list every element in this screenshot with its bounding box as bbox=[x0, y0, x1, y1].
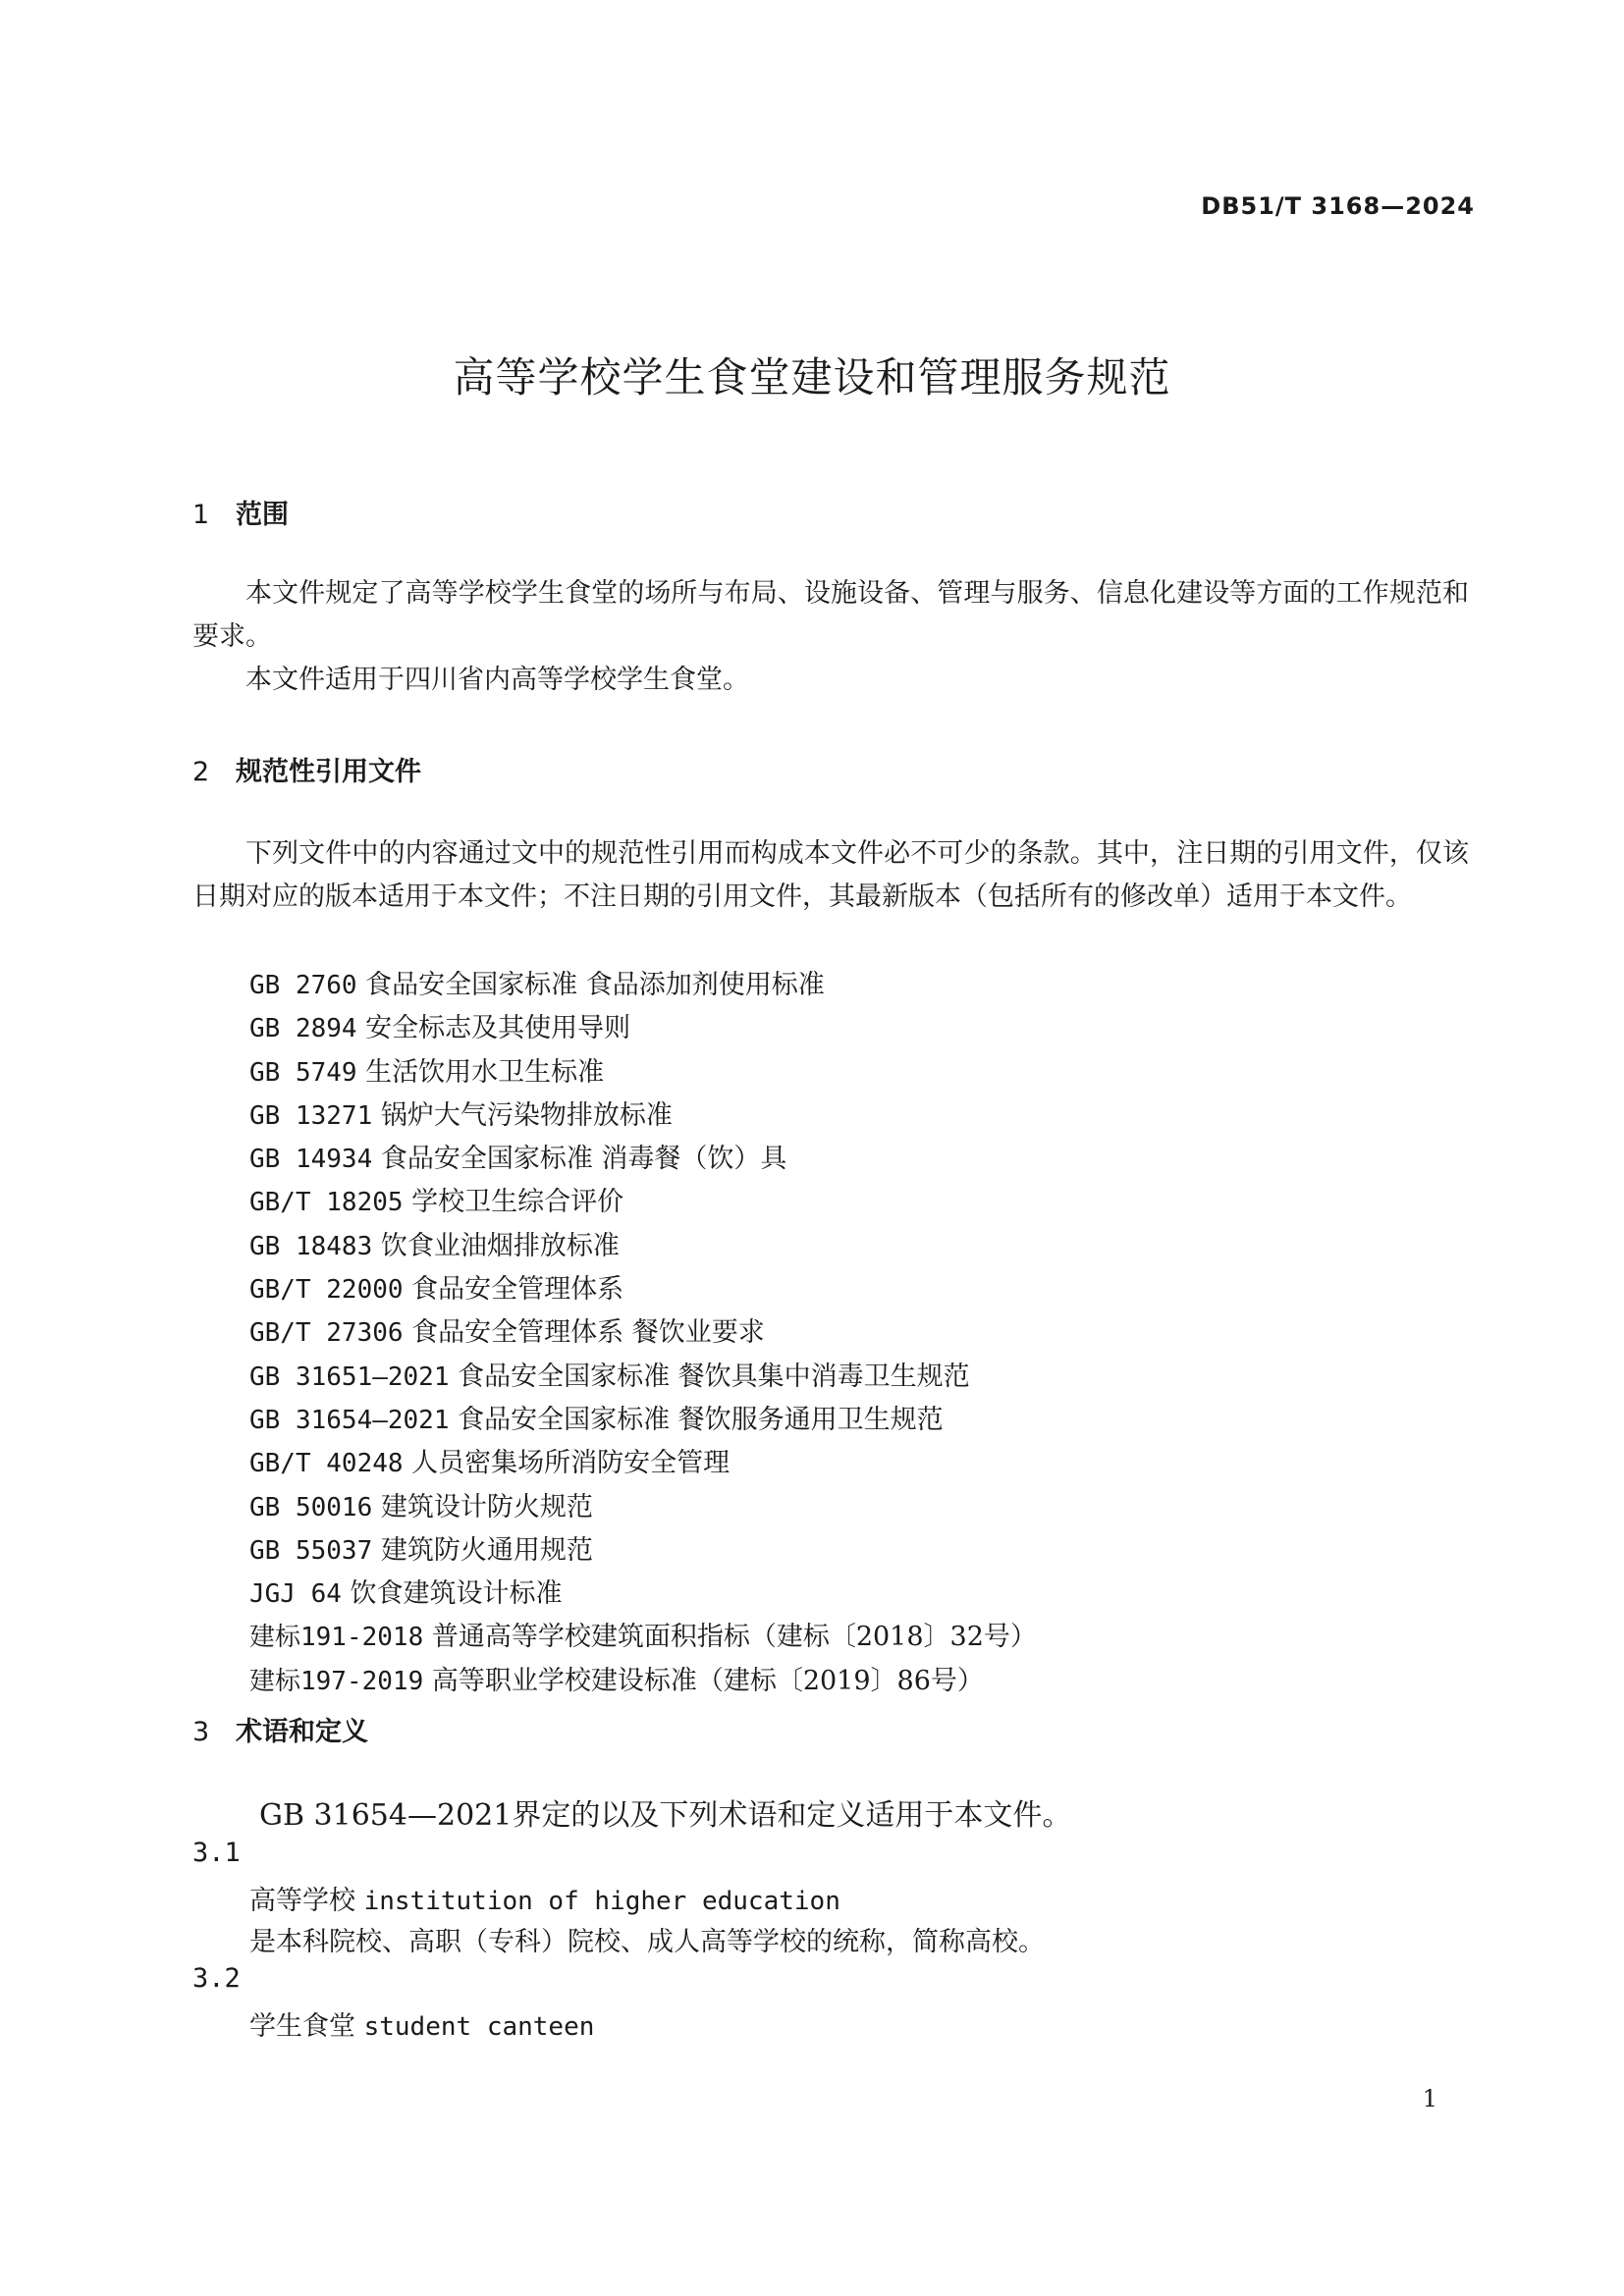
section-number: 3 bbox=[192, 1717, 210, 1747]
reference-title: 食品安全国家标准 餐饮具集中消毒卫生规范 bbox=[458, 1361, 970, 1392]
reference-title: 高等职业学校建设标准（建标〔2019〕86号） bbox=[431, 1665, 984, 1696]
section-number: 2 bbox=[192, 757, 210, 787]
document-title: 高等学校学生食堂建设和管理服务规范 bbox=[453, 353, 1171, 401]
reference-item bbox=[249, 1660, 1037, 1703]
reference-title: 学校卫生综合评价 bbox=[411, 1187, 624, 1218]
paragraph: 下列文件中的内容通过文中的规范性引用而构成本文件必不可少的条款。其中，注日期的引用文件，仅该日期对应的版本适用于本文件；不注日期的引用文件，其最新版本（包括所有的修改单）适用于本文件。 bbox=[192, 838, 1469, 912]
reference-item bbox=[249, 964, 1037, 1007]
term-name-en: institution of higher education bbox=[363, 1887, 840, 1916]
term-name-zh: 高等学校 bbox=[249, 1886, 355, 1916]
reference-item bbox=[249, 1486, 1037, 1529]
reference-code: 建标191-2018 bbox=[249, 1623, 424, 1653]
reference-code: GB/T 18205 bbox=[249, 1188, 404, 1218]
reference-title: 食品安全管理体系 餐饮业要求 bbox=[411, 1317, 765, 1349]
reference-code: 建标197-2019 bbox=[249, 1666, 424, 1696]
reference-code: JGJ 64 bbox=[249, 1579, 342, 1610]
section-1-body bbox=[192, 572, 1469, 702]
section-title: 规范性引用文件 bbox=[236, 757, 421, 787]
paragraph: 本文件适用于四川省内高等学校学生食堂。 bbox=[245, 665, 749, 695]
reference-title: 饮食业油烟排放标准 bbox=[380, 1230, 620, 1261]
reference-code: GB 55037 bbox=[249, 1535, 373, 1566]
reference-item bbox=[249, 1311, 1037, 1355]
reference-item bbox=[249, 1007, 1037, 1050]
section-3-heading bbox=[192, 1710, 368, 1748]
reference-title: 食品安全管理体系 bbox=[411, 1274, 624, 1306]
reference-title: 饮食建筑设计标准 bbox=[350, 1578, 563, 1610]
reference-code: GB 14934 bbox=[249, 1145, 373, 1175]
reference-code: GB 13271 bbox=[249, 1100, 373, 1131]
reference-code: GB/T 22000 bbox=[249, 1275, 404, 1306]
section-2-heading bbox=[192, 750, 421, 788]
page-number: 1 bbox=[1422, 2085, 1437, 2112]
term-definition: 是本科院校、高职（专科）院校、成人高等学校的统称，简称高校。 bbox=[249, 1927, 1045, 1957]
reference-item bbox=[249, 1095, 1037, 1138]
reference-code: GB 2760 bbox=[249, 971, 357, 1000]
reference-code: GB 5749 bbox=[249, 1057, 357, 1088]
reference-item bbox=[249, 1138, 1037, 1181]
reference-item bbox=[249, 1616, 1037, 1659]
paragraph: 本文件规定了高等学校学生食堂的场所与布局、设施设备、管理与服务、信息化建设等方面的工作规范和要求。 bbox=[192, 578, 1469, 652]
section-number: 1 bbox=[192, 500, 210, 530]
term-name-en: student canteen bbox=[363, 2012, 595, 2042]
reference-item bbox=[249, 1051, 1037, 1095]
reference-code: GB 2894 bbox=[249, 1014, 357, 1044]
reference-title: 人员密集场所消防安全管理 bbox=[411, 1448, 731, 1479]
standard-number: DB51/T 3168—2024 bbox=[1201, 192, 1475, 220]
reference-code: GB 50016 bbox=[249, 1492, 373, 1522]
reference-title: 建筑设计防火规范 bbox=[380, 1491, 593, 1522]
reference-item bbox=[249, 1399, 1037, 1442]
reference-list bbox=[249, 964, 1037, 1703]
reference-code: GB 18483 bbox=[249, 1231, 373, 1261]
section-2-body bbox=[192, 832, 1469, 919]
reference-title: 食品安全国家标准 餐饮服务通用卫生规范 bbox=[458, 1404, 944, 1435]
section-title: 术语和定义 bbox=[236, 1717, 368, 1747]
term-name bbox=[249, 1879, 840, 1917]
reference-title: 食品安全国家标准 消毒餐（饮）具 bbox=[380, 1144, 787, 1175]
reference-title: 普通高等学校建筑面积指标（建标〔2018〕32号） bbox=[431, 1622, 1037, 1653]
reference-code: GB/T 27306 bbox=[249, 1318, 404, 1349]
reference-title: 锅炉大气污染物排放标准 bbox=[380, 1099, 673, 1131]
reference-item bbox=[249, 1268, 1037, 1311]
reference-item bbox=[249, 1529, 1037, 1573]
reference-title: 建筑防火通用规范 bbox=[380, 1534, 593, 1566]
reference-code: GB 31654—2021 bbox=[249, 1405, 450, 1435]
reference-code: GB 31651—2021 bbox=[249, 1362, 450, 1392]
terms-intro: GB 31654—2021界定的以及下列术语和定义适用于本文件。 bbox=[259, 1798, 1072, 1833]
reference-item bbox=[249, 1573, 1037, 1616]
section-1-heading bbox=[192, 493, 289, 531]
reference-code: GB/T 40248 bbox=[249, 1449, 404, 1479]
reference-item bbox=[249, 1442, 1037, 1485]
term-name bbox=[249, 2004, 594, 2043]
reference-title: 安全标志及其使用导则 bbox=[365, 1013, 631, 1044]
reference-title: 食品安全国家标准 食品添加剂使用标准 bbox=[365, 970, 825, 1000]
term-number: 3.1 bbox=[192, 1838, 241, 1868]
term-name-zh: 学生食堂 bbox=[249, 2011, 355, 2042]
section-title: 范围 bbox=[236, 500, 289, 530]
reference-item bbox=[249, 1356, 1037, 1399]
reference-title: 生活饮用水卫生标准 bbox=[365, 1056, 605, 1088]
reference-item bbox=[249, 1181, 1037, 1224]
term-number: 3.2 bbox=[192, 1963, 241, 1994]
reference-item bbox=[249, 1225, 1037, 1268]
